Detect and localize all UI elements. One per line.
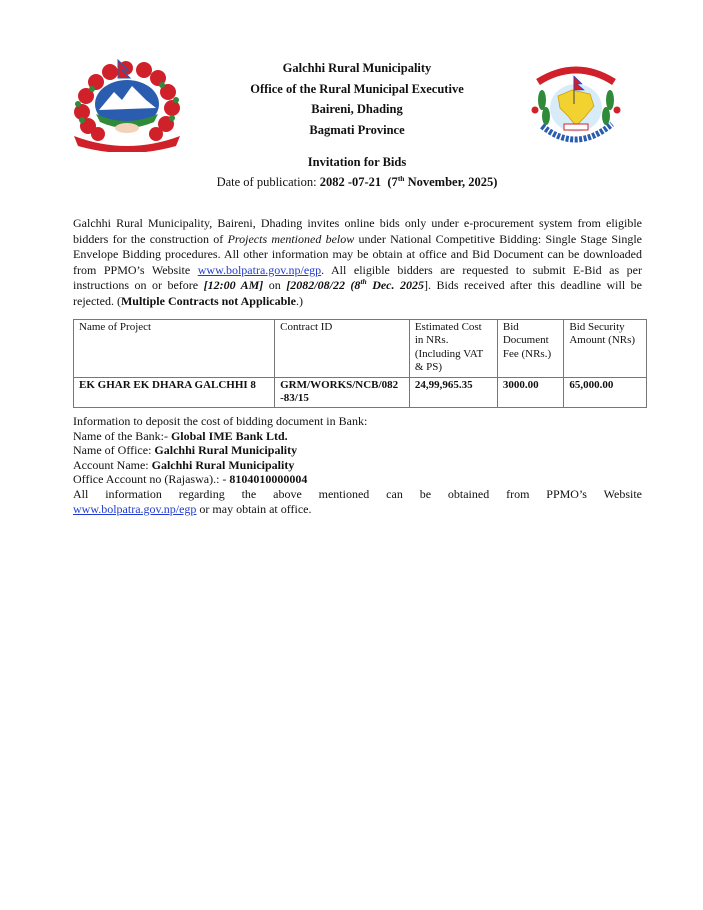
publication-date (120, 172, 594, 192)
cell-project-name: EK GHAR EK DHARA GALCHHI 8 (74, 377, 275, 408)
cell-estimated-cost: 24,99,965.35 (409, 377, 497, 408)
account-number-row (73, 472, 642, 487)
invitation-paragraph (73, 216, 642, 310)
document-title: Invitation for Bids (307, 155, 407, 169)
bank-name-row (73, 429, 642, 444)
date-ordinal-suffix: th (397, 173, 405, 183)
publication-date-ad: (7 (387, 175, 398, 189)
account-name-value: Galchhi Rural Municipality (151, 457, 295, 472)
paragraph-text: ]. Bids received after this deadline will be rejected. ( (73, 278, 642, 308)
header-contract-id: Contract ID (275, 320, 410, 378)
deadline-date: [2082/08/22 (8 (286, 278, 361, 293)
info-footer-line: All information regarding the above mentioned can be obtained from PPMO’s Website (73, 486, 642, 501)
table-row (74, 377, 647, 408)
deadline-time: [12:00 AM] (203, 278, 264, 293)
paragraph-text: Galchhi Rural Municipality, Baireni, Dhading invites online bids only under e-procurement system from eligible bidders for the construction of (73, 216, 642, 246)
account-name-row (73, 458, 642, 473)
letterhead (190, 58, 524, 140)
office-name-value: Galchhi Rural Municipality (154, 443, 298, 458)
bank-name-value: Global IME Bank Ltd. (170, 428, 288, 443)
account-number-label: Office Account no (Rajaswa).: - (73, 472, 230, 487)
galchhi-municipality-logo-icon (528, 60, 624, 152)
deadline-date-rest: Dec. 2025 (366, 278, 424, 293)
bolpatra-link[interactable]: www.bolpatra.gov.np/egp (197, 262, 322, 277)
municipality-name: Galchhi Rural Municipality (282, 61, 432, 75)
publication-date-ad-rest: November, 2025) (404, 175, 498, 189)
province-name: Bagmati Province (309, 122, 405, 137)
contracts-note: Multiple Contracts not Applicable (120, 293, 296, 308)
header-estimated-cost: Estimated Cost in NRs. (Including VAT & PS) (409, 320, 497, 378)
publication-date-bs: 2082 -07-21 (319, 175, 382, 189)
paragraph-text: on (263, 278, 287, 293)
bank-name-label: Name of the Bank:- (73, 428, 171, 443)
publication-label: Date of publication: (216, 175, 320, 189)
nepal-emblem-icon (66, 56, 188, 152)
footer-tail-text: or may obtain at office. (196, 501, 312, 516)
bank-intro: Information to deposit the cost of bidding document in Bank: (73, 414, 368, 428)
deadline-ordinal-suffix: th (360, 277, 367, 287)
paragraph-text: .) (295, 293, 303, 308)
office-name-label: Name of Office: (73, 443, 155, 458)
bank-info (73, 414, 642, 516)
account-number-value: 8104010000004 (229, 472, 308, 487)
bids-table (73, 319, 647, 408)
cell-contract-id: GRM/WORKS/NCB/082 -83/15 (275, 377, 410, 408)
paragraph-text: . All eligible bidders are requested to submit E-Bid as per instructions on or before (73, 262, 642, 293)
table-header-row (74, 320, 647, 378)
office-name: Office of the Rural Municipal Executive (250, 81, 464, 96)
header-bid-security: Bid Security Amount (NRs) (564, 320, 647, 378)
paragraph-italic-text: Projects mentioned below (227, 231, 355, 246)
info-footer-link-row (73, 502, 642, 517)
office-location: Baireni, Dhading (311, 102, 403, 116)
header-project-name: Name of Project (74, 320, 275, 378)
cell-document-fee: 3000.00 (497, 377, 564, 408)
paragraph-text: under National Competitive Bidding: Single Stage Single Envelope Bidding procedures. All other information may be obtain at office and Bid Document can be downloaded from PPMO’s Website (73, 231, 642, 277)
header-document-fee: Bid Document Fee (NRs.) (497, 320, 564, 378)
account-name-label: Account Name: (73, 457, 152, 472)
office-name-row (73, 443, 642, 458)
bolpatra-footer-link[interactable]: www.bolpatra.gov.np/egp (73, 501, 197, 516)
cell-bid-security: 65,000.00 (564, 377, 647, 408)
